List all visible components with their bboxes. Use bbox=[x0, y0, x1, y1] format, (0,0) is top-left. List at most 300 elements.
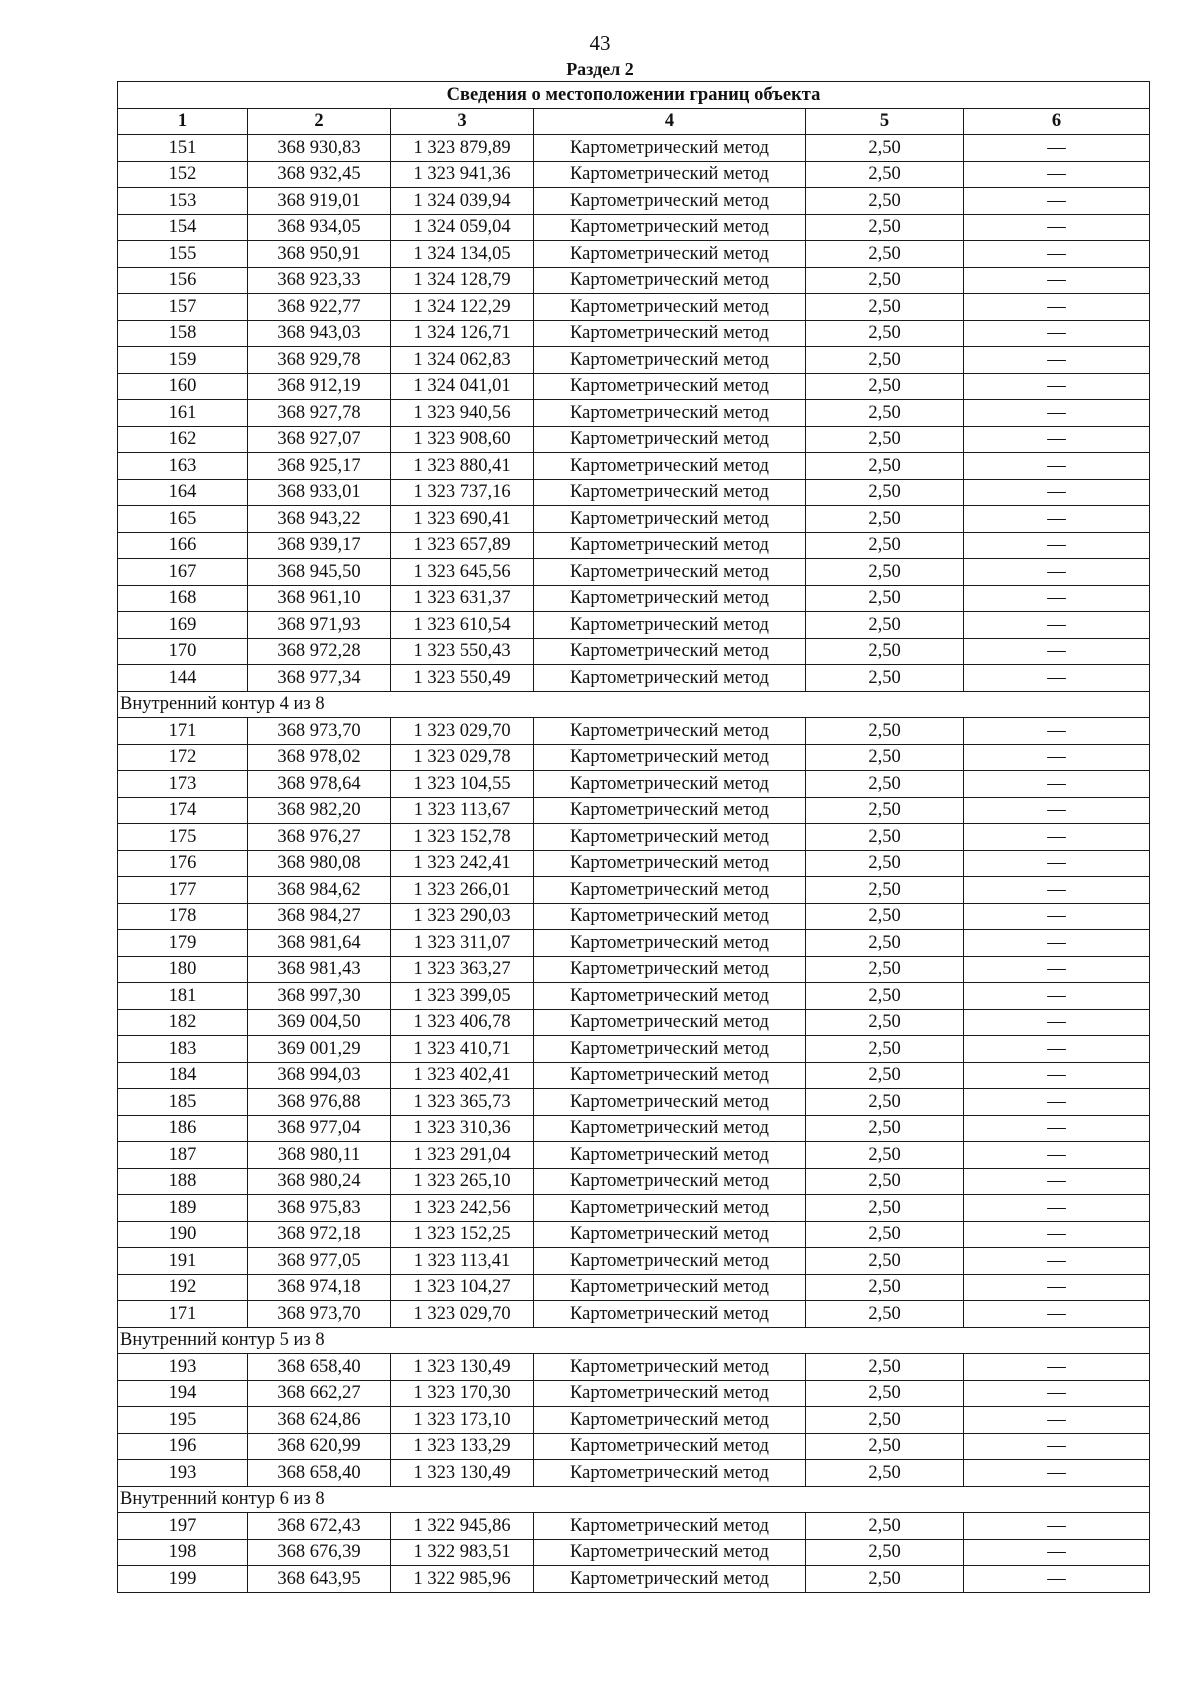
table-cell: 1 323 737,16 bbox=[391, 479, 534, 506]
table-cell: Картометрический метод bbox=[534, 1539, 806, 1566]
table-cell: 2,50 bbox=[806, 930, 964, 957]
table-cell: Картометрический метод bbox=[534, 400, 806, 427]
table-cell: 1 323 406,78 bbox=[391, 1009, 534, 1036]
table-cell: — bbox=[964, 1089, 1150, 1116]
table-cell: Картометрический метод bbox=[534, 850, 806, 877]
table-row bbox=[118, 797, 1150, 824]
table-cell: — bbox=[964, 930, 1150, 957]
table-cell: 189 bbox=[118, 1195, 248, 1222]
table-cell: 1 323 029,78 bbox=[391, 744, 534, 771]
table-cell: — bbox=[964, 294, 1150, 321]
table-cell: — bbox=[964, 188, 1150, 215]
table-cell: Картометрический метод bbox=[534, 1513, 806, 1540]
table-cell: 2,50 bbox=[806, 161, 964, 188]
table-row bbox=[118, 214, 1150, 241]
table-row bbox=[118, 585, 1150, 612]
table-cell: 368 973,70 bbox=[248, 718, 391, 745]
table-cell: 1 324 041,01 bbox=[391, 373, 534, 400]
table-cell: 368 984,62 bbox=[248, 877, 391, 904]
table-cell: Картометрический метод bbox=[534, 1460, 806, 1487]
table-cell: — bbox=[964, 506, 1150, 533]
table-cell: 165 bbox=[118, 506, 248, 533]
table-cell: Картометрический метод bbox=[534, 1168, 806, 1195]
table-cell: 2,50 bbox=[806, 1407, 964, 1434]
table-row bbox=[118, 188, 1150, 215]
table-row bbox=[118, 1460, 1150, 1487]
table-cell: Картометрический метод bbox=[534, 1354, 806, 1381]
table-cell: Картометрический метод bbox=[534, 479, 806, 506]
table-cell: — bbox=[964, 638, 1150, 665]
table-cell: 368 925,17 bbox=[248, 453, 391, 480]
table-cell: 167 bbox=[118, 559, 248, 586]
contour-title: Внутренний контур 4 из 8 bbox=[118, 691, 1150, 718]
contour-title: Внутренний контур 5 из 8 bbox=[118, 1327, 1150, 1354]
table-cell: Картометрический метод bbox=[534, 1089, 806, 1116]
table-cell: Картометрический метод bbox=[534, 718, 806, 745]
table-cell: 368 658,40 bbox=[248, 1354, 391, 1381]
table-cell: — bbox=[964, 1062, 1150, 1089]
table-cell: — bbox=[964, 1036, 1150, 1063]
table-cell: 2,50 bbox=[806, 1248, 964, 1275]
table-cell: 1 323 173,10 bbox=[391, 1407, 534, 1434]
table-row bbox=[118, 135, 1150, 162]
table-cell: Картометрический метод bbox=[534, 1036, 806, 1063]
table-cell: 188 bbox=[118, 1168, 248, 1195]
table-cell: 2,50 bbox=[806, 1566, 964, 1593]
table-cell: 174 bbox=[118, 797, 248, 824]
table-cell: — bbox=[964, 241, 1150, 268]
table-cell: 1 323 645,56 bbox=[391, 559, 534, 586]
table-cell: 1 323 657,89 bbox=[391, 532, 534, 559]
table-cell: 1 323 133,29 bbox=[391, 1433, 534, 1460]
table-cell: 368 624,86 bbox=[248, 1407, 391, 1434]
section-title: Раздел 2 bbox=[566, 59, 634, 79]
table-cell: 1 323 130,49 bbox=[391, 1354, 534, 1381]
table-cell: 368 676,39 bbox=[248, 1539, 391, 1566]
table-row bbox=[118, 718, 1150, 745]
table-cell: Картометрический метод bbox=[534, 559, 806, 586]
table-cell: 368 980,08 bbox=[248, 850, 391, 877]
table-cell: 368 980,24 bbox=[248, 1168, 391, 1195]
table-cell: 199 bbox=[118, 1566, 248, 1593]
table-cell: 2,50 bbox=[806, 1195, 964, 1222]
table-cell: 1 323 266,01 bbox=[391, 877, 534, 904]
table-cell: — bbox=[964, 1433, 1150, 1460]
table-cell: 1 323 104,55 bbox=[391, 771, 534, 798]
table-cell: 2,50 bbox=[806, 956, 964, 983]
table-cell: Картометрический метод bbox=[534, 426, 806, 453]
table-cell: — bbox=[964, 426, 1150, 453]
table-cell: 179 bbox=[118, 930, 248, 957]
table-cell: Картометрический метод bbox=[534, 1301, 806, 1328]
table-row bbox=[118, 241, 1150, 268]
table-cell: Картометрический метод bbox=[534, 1380, 806, 1407]
table-row bbox=[118, 532, 1150, 559]
table-cell: Картометрический метод bbox=[534, 771, 806, 798]
table-cell: 186 bbox=[118, 1115, 248, 1142]
table-cell: 368 975,83 bbox=[248, 1195, 391, 1222]
table-cell: 2,50 bbox=[806, 1539, 964, 1566]
table-cell: 2,50 bbox=[806, 1036, 964, 1063]
table-cell: 1 323 113,67 bbox=[391, 797, 534, 824]
table-cell: 1 323 029,70 bbox=[391, 718, 534, 745]
table-cell: 1 323 290,03 bbox=[391, 903, 534, 930]
table-cell: 191 bbox=[118, 1248, 248, 1275]
table-cell: Картометрический метод bbox=[534, 956, 806, 983]
table-cell: Картометрический метод bbox=[534, 188, 806, 215]
table-cell: — bbox=[964, 665, 1150, 692]
table-cell: 1 323 170,30 bbox=[391, 1380, 534, 1407]
table-row bbox=[118, 400, 1150, 427]
table-cell: Картометрический метод bbox=[534, 824, 806, 851]
table-cell: — bbox=[964, 744, 1150, 771]
table-row bbox=[118, 903, 1150, 930]
table-cell: 1 323 940,56 bbox=[391, 400, 534, 427]
table-cell: 157 bbox=[118, 294, 248, 321]
table-cell: 368 973,70 bbox=[248, 1301, 391, 1328]
table-cell: — bbox=[964, 1168, 1150, 1195]
table-cell: — bbox=[964, 797, 1150, 824]
table-cell: — bbox=[964, 267, 1150, 294]
table-row bbox=[118, 1566, 1150, 1593]
table-cell: Картометрический метод bbox=[534, 214, 806, 241]
table-cell: 368 982,20 bbox=[248, 797, 391, 824]
table-cell: 184 bbox=[118, 1062, 248, 1089]
table-cell: Картометрический метод bbox=[534, 1407, 806, 1434]
table-cell: 2,50 bbox=[806, 267, 964, 294]
table-row bbox=[118, 824, 1150, 851]
table-cell: Картометрический метод bbox=[534, 135, 806, 162]
table-cell: 368 977,34 bbox=[248, 665, 391, 692]
table-cell: 368 919,01 bbox=[248, 188, 391, 215]
table-cell: 180 bbox=[118, 956, 248, 983]
table-cell: 368 981,43 bbox=[248, 956, 391, 983]
table-cell: 2,50 bbox=[806, 1009, 964, 1036]
table-cell: 368 961,10 bbox=[248, 585, 391, 612]
table-cell: 171 bbox=[118, 718, 248, 745]
table-cell: — bbox=[964, 771, 1150, 798]
table-cell: 1 323 690,41 bbox=[391, 506, 534, 533]
table-row bbox=[118, 1380, 1150, 1407]
table-cell: 368 981,64 bbox=[248, 930, 391, 957]
table-cell: 1 323 402,41 bbox=[391, 1062, 534, 1089]
table-row bbox=[118, 1009, 1150, 1036]
table-cell: 2,50 bbox=[806, 1301, 964, 1328]
table-cell: 2,50 bbox=[806, 665, 964, 692]
table-cell: 368 972,28 bbox=[248, 638, 391, 665]
table-row bbox=[118, 479, 1150, 506]
table-row bbox=[118, 1354, 1150, 1381]
table-row bbox=[118, 161, 1150, 188]
table-cell: 2,50 bbox=[806, 559, 964, 586]
table-cell: — bbox=[964, 214, 1150, 241]
table-cell: — bbox=[964, 1195, 1150, 1222]
table-cell: 2,50 bbox=[806, 1433, 964, 1460]
table-cell: 368 662,27 bbox=[248, 1380, 391, 1407]
table-cell: 2,50 bbox=[806, 506, 964, 533]
table-row bbox=[118, 1195, 1150, 1222]
table-cell: 368 922,77 bbox=[248, 294, 391, 321]
table-cell: 183 bbox=[118, 1036, 248, 1063]
table-cell: 1 323 152,25 bbox=[391, 1221, 534, 1248]
table-cell: — bbox=[964, 1539, 1150, 1566]
table-cell: 161 bbox=[118, 400, 248, 427]
table-cell: — bbox=[964, 956, 1150, 983]
table-cell: 197 bbox=[118, 1513, 248, 1540]
table-cell: 173 bbox=[118, 771, 248, 798]
table-cell: 144 bbox=[118, 665, 248, 692]
table-cell: 2,50 bbox=[806, 320, 964, 347]
table-row bbox=[118, 665, 1150, 692]
table-cell: 2,50 bbox=[806, 744, 964, 771]
table-cell: Картометрический метод bbox=[534, 1009, 806, 1036]
table-cell: 169 bbox=[118, 612, 248, 639]
table-cell: — bbox=[964, 1566, 1150, 1593]
table-cell: 2,50 bbox=[806, 903, 964, 930]
table-cell: 368 980,11 bbox=[248, 1142, 391, 1169]
table-cell: 1 323 879,89 bbox=[391, 135, 534, 162]
table-cell: Картометрический метод bbox=[534, 877, 806, 904]
table-cell: 193 bbox=[118, 1354, 248, 1381]
table-cell: 1 322 983,51 bbox=[391, 1539, 534, 1566]
table-cell: 368 927,07 bbox=[248, 426, 391, 453]
table-cell: Картометрический метод bbox=[534, 1195, 806, 1222]
table-cell: 2,50 bbox=[806, 214, 964, 241]
table-cell: 368 976,27 bbox=[248, 824, 391, 851]
table-cell: — bbox=[964, 479, 1150, 506]
page-number: 43 bbox=[589, 31, 611, 55]
table-cell: Картометрический метод bbox=[534, 532, 806, 559]
table-cell: 1 323 029,70 bbox=[391, 1301, 534, 1328]
contour-title-row bbox=[118, 691, 1150, 718]
table-row bbox=[118, 850, 1150, 877]
table-cell: 195 bbox=[118, 1407, 248, 1434]
table-cell: 2,50 bbox=[806, 479, 964, 506]
table-cell: Картометрический метод bbox=[534, 1221, 806, 1248]
table-cell: 368 943,22 bbox=[248, 506, 391, 533]
table-cell: 1 323 291,04 bbox=[391, 1142, 534, 1169]
table-cell: 185 bbox=[118, 1089, 248, 1116]
table-cell: Картометрический метод bbox=[534, 638, 806, 665]
table-row bbox=[118, 1274, 1150, 1301]
table-cell: Картометрический метод bbox=[534, 320, 806, 347]
table-title-row bbox=[118, 82, 1150, 109]
table-cell: 368 974,18 bbox=[248, 1274, 391, 1301]
table-cell: — bbox=[964, 135, 1150, 162]
column-header: 3 bbox=[391, 108, 534, 135]
table-cell: 368 923,33 bbox=[248, 267, 391, 294]
column-header-row bbox=[118, 108, 1150, 135]
table-cell: 368 912,19 bbox=[248, 373, 391, 400]
table-cell: 368 620,99 bbox=[248, 1433, 391, 1460]
table-cell: 194 bbox=[118, 1380, 248, 1407]
table-cell: 368 939,17 bbox=[248, 532, 391, 559]
table-row bbox=[118, 267, 1150, 294]
table-cell: 2,50 bbox=[806, 1274, 964, 1301]
table-cell: 162 bbox=[118, 426, 248, 453]
table-cell: 151 bbox=[118, 135, 248, 162]
table-cell: 1 323 610,54 bbox=[391, 612, 534, 639]
table-cell: 2,50 bbox=[806, 188, 964, 215]
table-cell: — bbox=[964, 373, 1150, 400]
table-cell: 368 943,03 bbox=[248, 320, 391, 347]
table-cell: — bbox=[964, 347, 1150, 374]
table-cell: Картометрический метод bbox=[534, 1248, 806, 1275]
table-cell: 2,50 bbox=[806, 771, 964, 798]
table-cell: 160 bbox=[118, 373, 248, 400]
table-cell: — bbox=[964, 320, 1150, 347]
table-cell: 1 323 130,49 bbox=[391, 1460, 534, 1487]
table-row bbox=[118, 930, 1150, 957]
table-cell: 2,50 bbox=[806, 347, 964, 374]
table-cell: 1 323 242,41 bbox=[391, 850, 534, 877]
table-row bbox=[118, 744, 1150, 771]
table-cell: — bbox=[964, 1301, 1150, 1328]
table-cell: 170 bbox=[118, 638, 248, 665]
table-cell: 1 323 152,78 bbox=[391, 824, 534, 851]
table-cell: — bbox=[964, 850, 1150, 877]
table-cell: 368 929,78 bbox=[248, 347, 391, 374]
table-cell: Картометрический метод bbox=[534, 1566, 806, 1593]
table-cell: 368 934,05 bbox=[248, 214, 391, 241]
table-cell: 193 bbox=[118, 1460, 248, 1487]
table-cell: — bbox=[964, 1380, 1150, 1407]
table-cell: 2,50 bbox=[806, 426, 964, 453]
contour-title-row bbox=[118, 1327, 1150, 1354]
table-cell: — bbox=[964, 161, 1150, 188]
table-cell: 152 bbox=[118, 161, 248, 188]
table-cell: Картометрический метод bbox=[534, 1433, 806, 1460]
table-cell: 1 322 985,96 bbox=[391, 1566, 534, 1593]
table-cell: 368 945,50 bbox=[248, 559, 391, 586]
table-cell: 168 bbox=[118, 585, 248, 612]
table-cell: 2,50 bbox=[806, 1089, 964, 1116]
table-cell: 2,50 bbox=[806, 1168, 964, 1195]
table-row bbox=[118, 506, 1150, 533]
table-cell: Картометрический метод bbox=[534, 347, 806, 374]
table-cell: Картометрический метод bbox=[534, 161, 806, 188]
table-cell: — bbox=[964, 824, 1150, 851]
table-cell: 158 bbox=[118, 320, 248, 347]
table-row bbox=[118, 638, 1150, 665]
table-cell: 369 001,29 bbox=[248, 1036, 391, 1063]
table-body bbox=[118, 135, 1150, 1593]
table-cell: 1 323 941,36 bbox=[391, 161, 534, 188]
table-row bbox=[118, 1513, 1150, 1540]
column-header: 1 bbox=[118, 108, 248, 135]
table-cell: 368 933,01 bbox=[248, 479, 391, 506]
table-cell: 1 324 122,29 bbox=[391, 294, 534, 321]
table-cell: 2,50 bbox=[806, 824, 964, 851]
table-cell: 192 bbox=[118, 1274, 248, 1301]
table-cell: 159 bbox=[118, 347, 248, 374]
table-cell: Картометрический метод bbox=[534, 453, 806, 480]
table-cell: 368 978,02 bbox=[248, 744, 391, 771]
table-cell: 368 927,78 bbox=[248, 400, 391, 427]
table-cell: 1 323 399,05 bbox=[391, 983, 534, 1010]
table-cell: 164 bbox=[118, 479, 248, 506]
table-cell: — bbox=[964, 612, 1150, 639]
contour-title: Внутренний контур 6 из 8 bbox=[118, 1486, 1150, 1513]
table-cell: 153 bbox=[118, 188, 248, 215]
table-cell: 1 323 363,27 bbox=[391, 956, 534, 983]
table-cell: — bbox=[964, 532, 1150, 559]
table-cell: 368 643,95 bbox=[248, 1566, 391, 1593]
table-cell: 368 971,93 bbox=[248, 612, 391, 639]
table-cell: 1 323 550,43 bbox=[391, 638, 534, 665]
table-row bbox=[118, 877, 1150, 904]
table-row bbox=[118, 612, 1150, 639]
table-row bbox=[118, 1301, 1150, 1328]
table-cell: — bbox=[964, 983, 1150, 1010]
table-cell: 171 bbox=[118, 1301, 248, 1328]
table-cell: 187 bbox=[118, 1142, 248, 1169]
table-cell: 156 bbox=[118, 267, 248, 294]
table-cell: 155 bbox=[118, 241, 248, 268]
column-header: 4 bbox=[534, 108, 806, 135]
table-cell: 1 323 365,73 bbox=[391, 1089, 534, 1116]
table-cell: 176 bbox=[118, 850, 248, 877]
table-cell: 2,50 bbox=[806, 532, 964, 559]
table-cell: 368 976,88 bbox=[248, 1089, 391, 1116]
table-cell: 368 977,04 bbox=[248, 1115, 391, 1142]
table-cell: 2,50 bbox=[806, 1062, 964, 1089]
table-cell: — bbox=[964, 1248, 1150, 1275]
table-cell: 2,50 bbox=[806, 453, 964, 480]
table-cell: Картометрический метод bbox=[534, 1062, 806, 1089]
table-cell: 177 bbox=[118, 877, 248, 904]
table-cell: 369 004,50 bbox=[248, 1009, 391, 1036]
table-cell: 198 bbox=[118, 1539, 248, 1566]
table-cell: 368 984,27 bbox=[248, 903, 391, 930]
table-row bbox=[118, 1248, 1150, 1275]
table-cell: — bbox=[964, 1460, 1150, 1487]
table-cell: — bbox=[964, 400, 1150, 427]
table-row bbox=[118, 453, 1150, 480]
table-cell: 178 bbox=[118, 903, 248, 930]
table-row bbox=[118, 1221, 1150, 1248]
table-cell: 368 932,45 bbox=[248, 161, 391, 188]
table-cell: 2,50 bbox=[806, 983, 964, 1010]
table-cell: 368 994,03 bbox=[248, 1062, 391, 1089]
table-cell: 2,50 bbox=[806, 718, 964, 745]
table-cell: 172 bbox=[118, 744, 248, 771]
table-cell: 1 323 104,27 bbox=[391, 1274, 534, 1301]
table-cell: 1 323 311,07 bbox=[391, 930, 534, 957]
table-cell: 1 323 880,41 bbox=[391, 453, 534, 480]
table-cell: — bbox=[964, 1354, 1150, 1381]
table-cell: 166 bbox=[118, 532, 248, 559]
table-row bbox=[118, 1115, 1150, 1142]
table-cell: Картометрический метод bbox=[534, 1115, 806, 1142]
table-cell: Картометрический метод bbox=[534, 797, 806, 824]
table-row bbox=[118, 1036, 1150, 1063]
table-cell: 368 672,43 bbox=[248, 1513, 391, 1540]
table-row bbox=[118, 1433, 1150, 1460]
table-cell: 1 323 265,10 bbox=[391, 1168, 534, 1195]
table-cell: — bbox=[964, 1221, 1150, 1248]
table-cell: 2,50 bbox=[806, 294, 964, 321]
table-row bbox=[118, 559, 1150, 586]
table-cell: 1 323 310,36 bbox=[391, 1115, 534, 1142]
table-row bbox=[118, 983, 1150, 1010]
table-row bbox=[118, 1168, 1150, 1195]
table-cell: Картометрический метод bbox=[534, 903, 806, 930]
table-cell: — bbox=[964, 903, 1150, 930]
table-cell: 2,50 bbox=[806, 585, 964, 612]
table-cell: — bbox=[964, 1142, 1150, 1169]
table-cell: 182 bbox=[118, 1009, 248, 1036]
